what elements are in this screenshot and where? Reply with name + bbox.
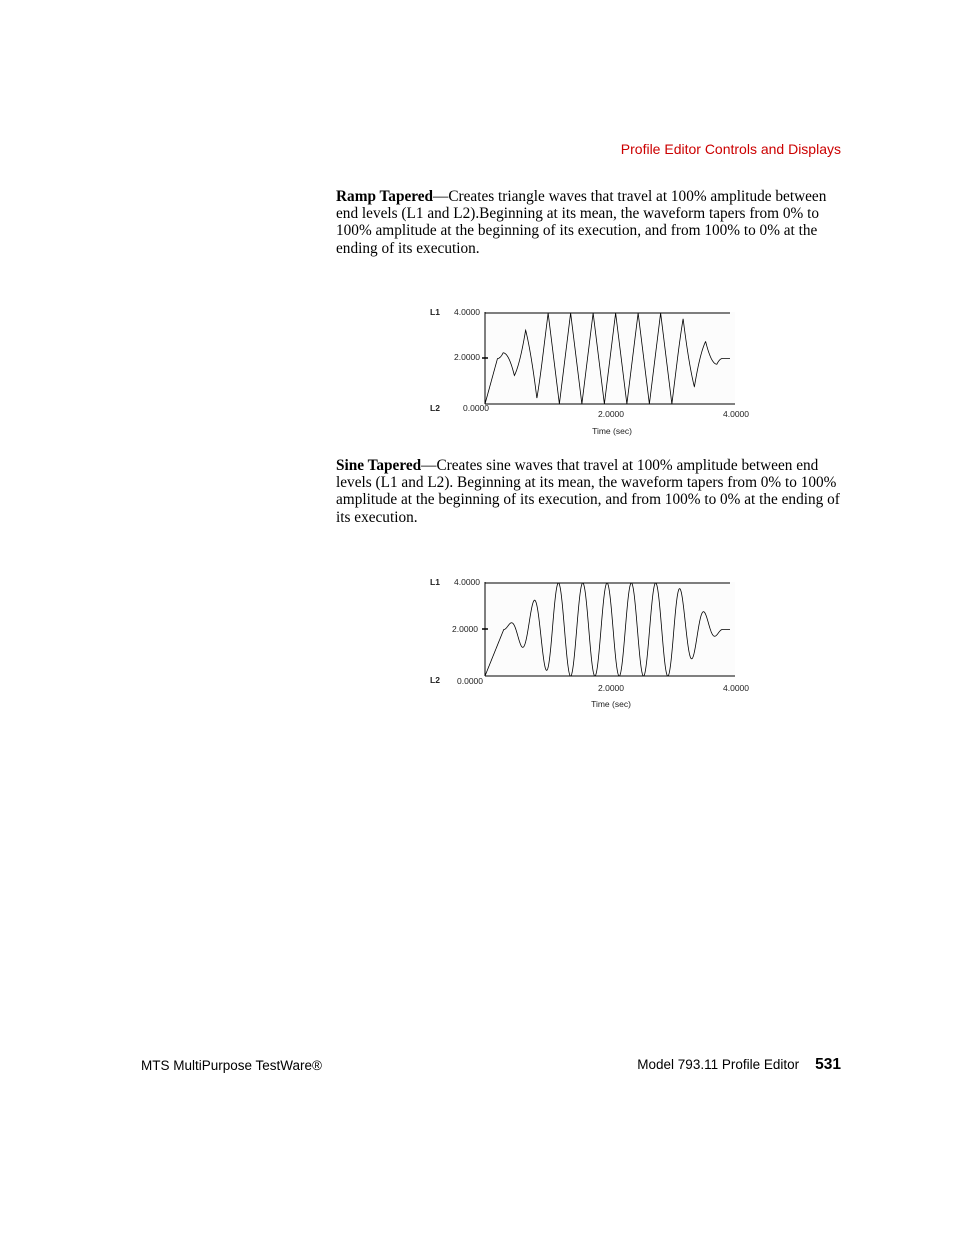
y-tick-label: 4.0000 bbox=[454, 577, 480, 587]
ramp-tapered-description: —Creates triangle waves that travel at 100% amplitude between end levels (L1 and L2).Beginning at its mean, the waveform tapers from 0% to 100% amplitude at the beginning of its execution, and from 100% to 0% at the ending of its execution. bbox=[336, 188, 827, 257]
footer-product-name: MTS MultiPurpose TestWare® bbox=[141, 1058, 322, 1073]
x-tick-label: 4.0000 bbox=[723, 409, 749, 419]
footer-manual-title: Model 793.11 Profile Editor bbox=[637, 1057, 800, 1072]
page-number: 531 bbox=[815, 1056, 841, 1073]
sine-tapered-term: Sine Tapered bbox=[336, 457, 422, 474]
ramp-tapered-term: Ramp Tapered bbox=[336, 188, 434, 205]
footer-right bbox=[637, 1056, 841, 1074]
y-tick-label: 0.0000 bbox=[457, 676, 483, 686]
x-tick-label: 4.0000 bbox=[723, 683, 749, 693]
x-axis-label: Time (sec) bbox=[591, 699, 631, 709]
x-tick-label: 2.0000 bbox=[598, 683, 624, 693]
l1-label: L1 bbox=[430, 577, 440, 587]
x-axis-label: Time (sec) bbox=[592, 426, 632, 436]
running-header: Profile Editor Controls and Displays bbox=[620, 141, 841, 157]
ramp-tapered-chart bbox=[420, 300, 760, 440]
l1-label: L1 bbox=[430, 307, 440, 317]
y-tick-label: 2.0000 bbox=[454, 352, 480, 362]
sine-tapered-description: —Creates sine waves that travel at 100% amplitude between end levels (L1 and L2). Beginning at its mean, the waveform tapers from 0% to 100% amplitude at the beginning of its execution, and from 100% to 0% at the ending of its execution. bbox=[336, 457, 840, 526]
y-tick-label: 4.0000 bbox=[454, 307, 480, 317]
sine-tapered-chart bbox=[420, 570, 760, 710]
l2-label: L2 bbox=[430, 403, 440, 413]
y-tick-label: 0.0000 bbox=[463, 403, 489, 413]
l2-label: L2 bbox=[430, 675, 440, 685]
sine-tapered-paragraph bbox=[336, 457, 842, 526]
y-tick-label: 2.0000 bbox=[452, 624, 478, 634]
ramp-tapered-paragraph bbox=[336, 188, 842, 257]
x-tick-label: 2.0000 bbox=[598, 409, 624, 419]
